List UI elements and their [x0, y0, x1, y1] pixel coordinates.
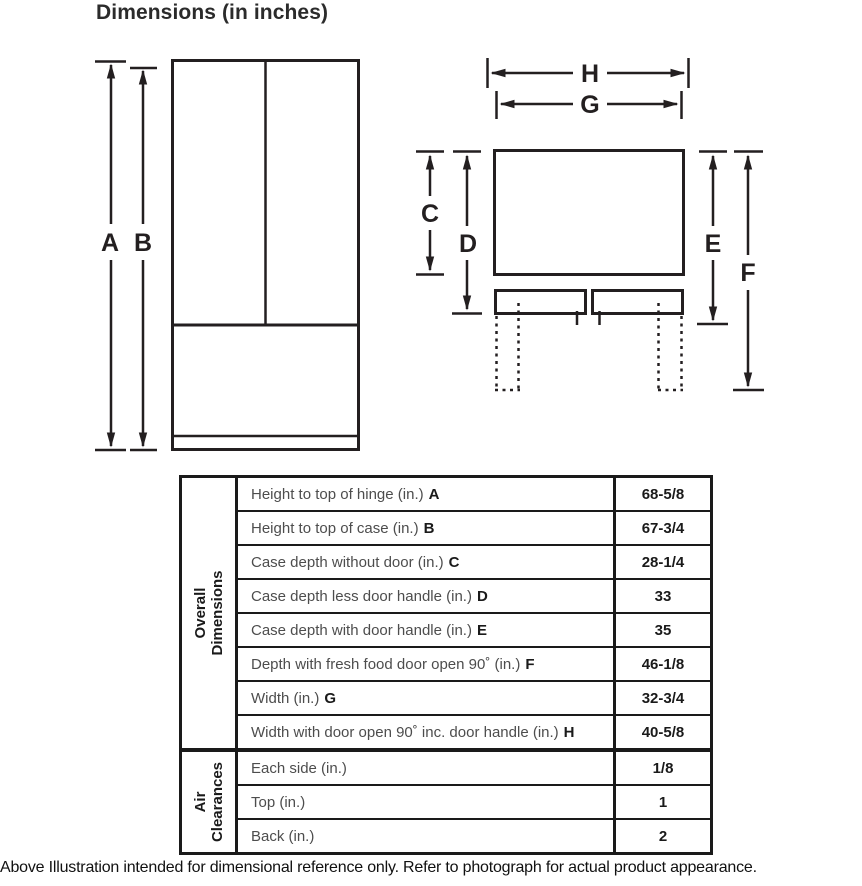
row-value: 28-1/4: [615, 545, 712, 579]
table-row: [181, 579, 712, 613]
row-letter: E: [476, 621, 487, 639]
table-row: [181, 750, 712, 785]
row-label: Case depth with door handle (in.): [251, 621, 472, 639]
row-value: 33: [615, 579, 712, 613]
group-overall-dimensions: [181, 477, 237, 751]
top-view: [416, 58, 764, 391]
row-value: 68-5/8: [615, 477, 712, 512]
label-A: A: [100, 229, 120, 257]
group-label: Overall Dimensions: [191, 570, 226, 656]
row-label: Depth with fresh food door open 90˚ (in.): [251, 655, 521, 673]
row-letter: G: [324, 689, 337, 707]
row-label: Width with door open 90˚ inc. door handle (in.): [251, 723, 559, 741]
row-value: 40-5/8: [615, 715, 712, 750]
row-label: Height to top of hinge (in.): [251, 485, 424, 503]
row-value: 67-3/4: [615, 511, 712, 545]
row-letter: B: [423, 519, 435, 537]
row-label: Height to top of case (in.): [251, 519, 419, 537]
row-label: Width (in.): [251, 689, 320, 707]
door-open-projection-right: [658, 303, 683, 391]
door-open-projection-left: [495, 303, 520, 391]
case-top-outline: [495, 151, 684, 275]
page-title: Dimensions (in inches): [96, 1, 329, 24]
group-label: Air Clearances: [191, 761, 226, 843]
row-value: 46-1/8: [615, 647, 712, 681]
row-value: 35: [615, 613, 712, 647]
row-value: 32-3/4: [615, 681, 712, 715]
table-row: [181, 715, 712, 750]
table-row: [181, 511, 712, 545]
row-label: Case depth less door handle (in.): [251, 587, 472, 605]
table-row: [181, 613, 712, 647]
label-B: B: [133, 229, 153, 257]
label-D: D: [458, 230, 478, 258]
row-letter: D: [476, 587, 488, 605]
table-row: [181, 545, 712, 579]
footer-disclaimer: Above Illustration intended for dimensional reference only. Refer to photograph for actual product appearance.: [0, 859, 757, 876]
row-value: 1/8: [615, 750, 712, 785]
row-letter: A: [428, 485, 440, 503]
table-row: [181, 477, 712, 512]
row-letter: F: [525, 655, 535, 673]
label-C: C: [420, 200, 440, 228]
right-door-top: [593, 291, 683, 314]
label-H: H: [580, 60, 600, 88]
label-G: G: [580, 91, 600, 119]
table-row: [181, 785, 712, 819]
dimension-arrow-B: [130, 68, 157, 450]
label-E: E: [704, 230, 722, 258]
row-label: Top (in.): [251, 793, 306, 811]
row-letter: H: [563, 723, 575, 741]
table-row: [181, 819, 712, 854]
dimensions-table: [179, 475, 713, 855]
table-row: [181, 681, 712, 715]
table-row: [181, 647, 712, 681]
row-value: 1: [615, 785, 712, 819]
row-value: 2: [615, 819, 712, 854]
label-F: F: [740, 259, 756, 287]
left-door-top: [496, 291, 586, 314]
row-label: Back (in.): [251, 827, 315, 845]
row-letter: C: [448, 553, 460, 571]
front-view: [95, 61, 359, 451]
row-label: Each side (in.): [251, 759, 347, 777]
row-label: Case depth without door (in.): [251, 553, 444, 571]
group-air-clearances: [181, 750, 237, 854]
